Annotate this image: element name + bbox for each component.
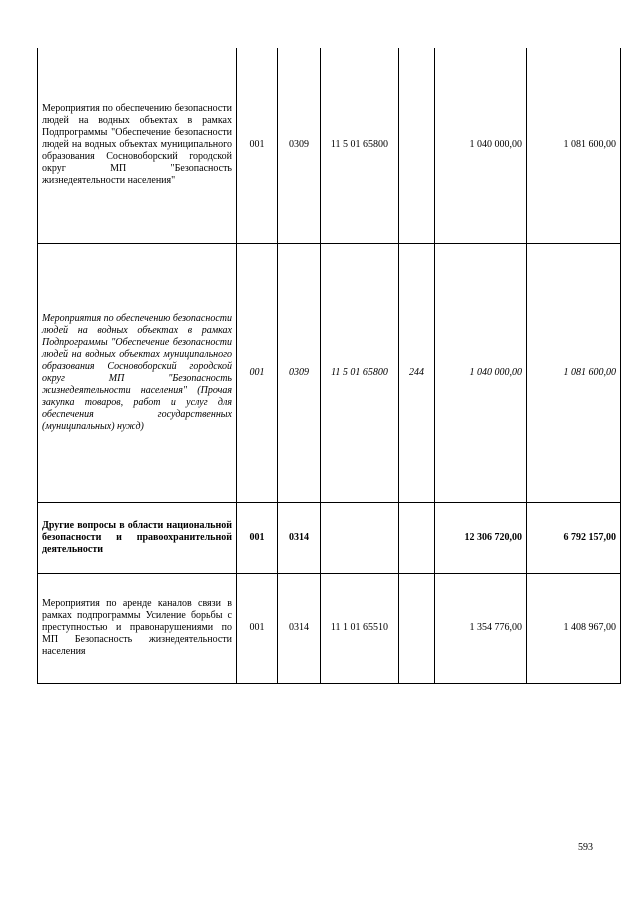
section-code: 0314	[278, 573, 321, 683]
amount-year-2: 6 792 157,00	[527, 502, 621, 573]
expense-type	[399, 502, 435, 573]
ministry-code: 001	[237, 48, 278, 243]
expense-type	[399, 573, 435, 683]
table-row	[38, 573, 621, 683]
target-article: 11 5 01 65800	[321, 48, 399, 243]
page-number: 593	[578, 842, 593, 853]
expense-type	[399, 48, 435, 243]
amount-year-1: 1 040 000,00	[435, 48, 527, 243]
ministry-code: 001	[237, 573, 278, 683]
amount-year-1: 1 040 000,00	[435, 243, 527, 502]
section-code: 0309	[278, 243, 321, 502]
amount-year-1: 1 354 776,00	[435, 573, 527, 683]
row-description: Мероприятия по аренде каналов связи в рамках подпрограммы Усиление борьбы с преступностью и правонарушениями по МП Безопасность жизнедеятельности населения	[38, 573, 237, 683]
amount-year-1: 12 306 720,00	[435, 502, 527, 573]
target-article	[321, 502, 399, 573]
budget-table	[37, 48, 621, 684]
expense-type: 244	[399, 243, 435, 502]
ministry-code: 001	[237, 502, 278, 573]
target-article: 11 5 01 65800	[321, 243, 399, 502]
table-row	[38, 502, 621, 573]
amount-year-2: 1 081 600,00	[527, 243, 621, 502]
section-code: 0309	[278, 48, 321, 243]
table-row	[38, 48, 621, 243]
row-description: Мероприятия по обеспечению безопасности людей на водных объектах в рамках Подпрограммы "Обеспечение безопасности людей на водных объектах муниципального образования Сосновоборский городской округ МП "Безопасность жизнедеятельности населения" (Прочая закупка товаров, работ и услуг для обеспечения государственных (муниципальных) нужд)	[38, 243, 237, 502]
target-article: 11 1 01 65510	[321, 573, 399, 683]
amount-year-2: 1 081 600,00	[527, 48, 621, 243]
section-code: 0314	[278, 502, 321, 573]
row-description: Мероприятия по обеспечению безопасности людей на водных объектах в рамках Подпрограммы "Обеспечение безопасности людей на водных объектах муниципального образования Сосновоборский городской округ МП "Безопасность жизнедеятельности населения"	[38, 48, 237, 243]
table-row	[38, 243, 621, 502]
row-description: Другие вопросы в области национальной безопасности и правоохранительной деятельности	[38, 502, 237, 573]
ministry-code: 001	[237, 243, 278, 502]
amount-year-2: 1 408 967,00	[527, 573, 621, 683]
